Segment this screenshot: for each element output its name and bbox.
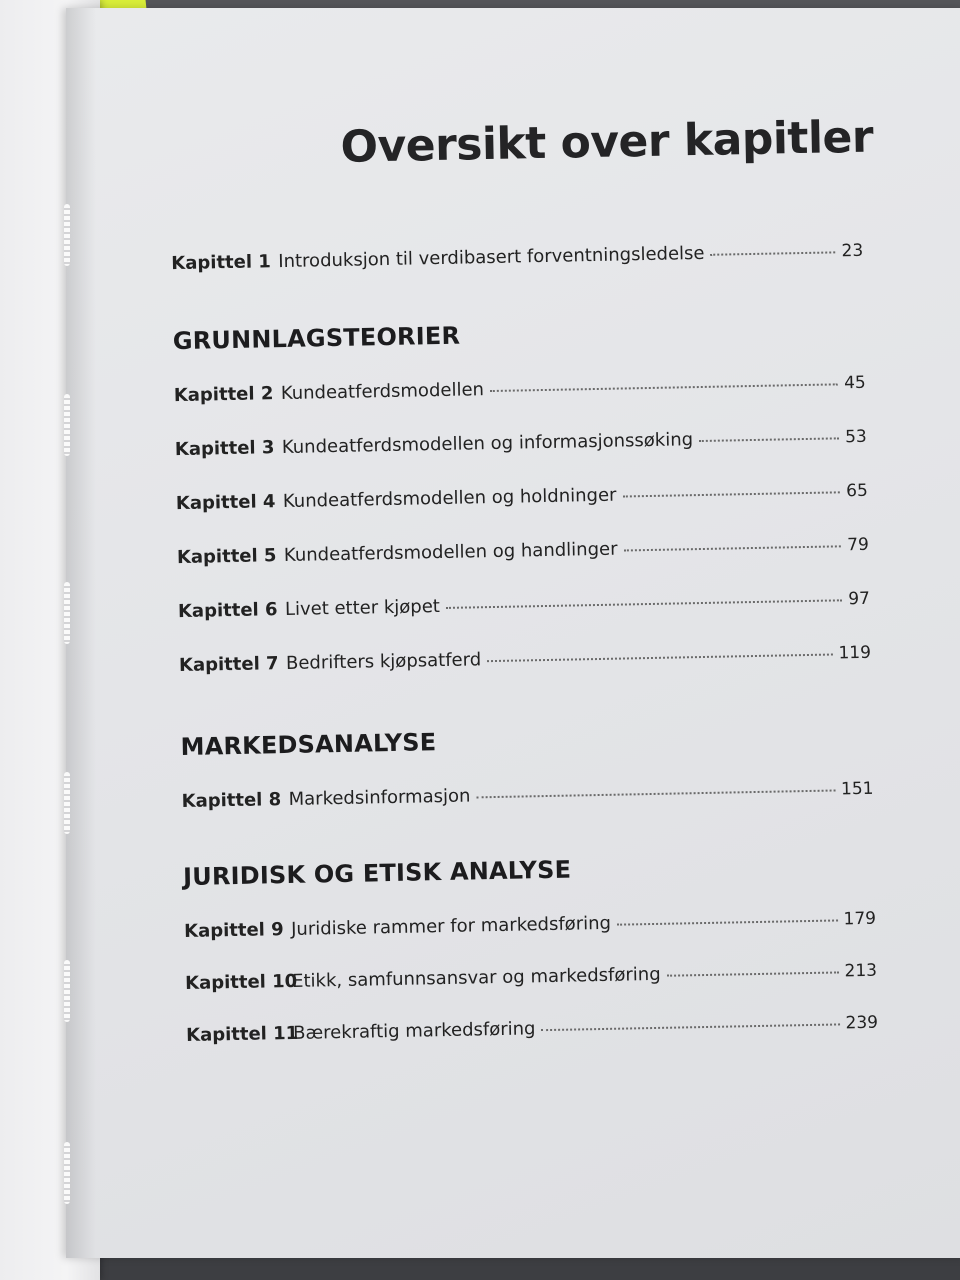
chapter-title: Bedrifters kjøpsatferd bbox=[285, 649, 482, 674]
binding-stitch bbox=[64, 1142, 70, 1204]
chapter-number: Kapittel 3 bbox=[174, 437, 275, 461]
page-number: 239 bbox=[845, 1012, 879, 1034]
page-number: 79 bbox=[847, 534, 870, 556]
toc-content bbox=[55, 0, 960, 1267]
chapter-title: Kundeatferdsmodellen og informasjonssøking bbox=[281, 429, 694, 459]
chapter-title: Juridiske rammer for markedsføring bbox=[290, 912, 612, 940]
dot-leader bbox=[624, 545, 841, 551]
chapter-title: Etikk, samfunnsansvar og markedsføring bbox=[291, 963, 661, 992]
dot-leader bbox=[622, 491, 839, 497]
page-number: 53 bbox=[844, 426, 867, 448]
section-heading: MARKEDSANALYSE bbox=[180, 728, 437, 762]
dot-leader bbox=[541, 1023, 839, 1031]
toc-entry bbox=[171, 240, 863, 274]
toc-entry bbox=[181, 778, 873, 812]
dot-leader bbox=[446, 599, 842, 609]
chapter-number: Kapittel 6 bbox=[177, 599, 278, 623]
page-number: 151 bbox=[840, 778, 874, 800]
dot-leader bbox=[490, 383, 838, 392]
chapter-number: Kapittel 7 bbox=[178, 653, 279, 677]
chapter-title: Livet etter kjøpet bbox=[284, 596, 441, 621]
section-heading: JURIDISK OG ETISK ANALYSE bbox=[182, 855, 572, 892]
chapter-number: Kapittel 11 bbox=[185, 1022, 299, 1046]
chapter-number: Kapittel 5 bbox=[176, 545, 277, 569]
chapter-number: Kapittel 4 bbox=[175, 491, 276, 515]
chapter-number: Kapittel 8 bbox=[181, 789, 282, 813]
page-number: 23 bbox=[841, 240, 864, 262]
chapter-number: Kapittel 10 bbox=[184, 970, 298, 994]
chapter-title: Bærekraftig markedsføring bbox=[292, 1018, 536, 1044]
page-title: Oversikt over kapitler bbox=[340, 111, 874, 173]
toc-entry bbox=[174, 372, 866, 406]
chapter-number: Kapittel 9 bbox=[183, 919, 284, 943]
page-number: 97 bbox=[848, 588, 871, 610]
page-number: 213 bbox=[844, 960, 878, 982]
chapter-title: Introduksjon til verdibasert forventningsledelse bbox=[278, 242, 705, 273]
binding-stitch bbox=[64, 960, 70, 1022]
page-number: 65 bbox=[845, 480, 869, 502]
page-number: 45 bbox=[843, 372, 866, 394]
page-number: 119 bbox=[838, 642, 872, 664]
chapter-number: Kapittel 2 bbox=[173, 383, 274, 407]
dot-leader bbox=[711, 251, 836, 255]
dot-leader bbox=[699, 437, 839, 442]
toc-entry bbox=[186, 1012, 878, 1046]
toc-entry bbox=[177, 534, 869, 568]
chapter-title: Kundeatferdsmodellen og handlinger bbox=[283, 538, 618, 567]
dot-leader bbox=[487, 654, 832, 663]
dot-leader bbox=[617, 919, 838, 925]
section-heading: GRUNNLAGSTEORIER bbox=[172, 321, 461, 356]
page-number: 179 bbox=[843, 908, 877, 930]
toc-entry bbox=[179, 642, 871, 676]
toc-entry bbox=[185, 960, 877, 994]
chapter-title: Kundeatferdsmodellen og holdninger bbox=[282, 484, 617, 513]
chapter-title: Kundeatferdsmodellen bbox=[280, 379, 485, 405]
toc-entry bbox=[175, 426, 867, 460]
toc-entry bbox=[184, 908, 876, 942]
toc-entry bbox=[176, 480, 868, 514]
dot-leader bbox=[476, 789, 835, 798]
chapter-number: Kapittel 1 bbox=[171, 251, 272, 275]
toc-entry bbox=[178, 588, 870, 622]
chapter-title: Markedsinformasjon bbox=[288, 785, 471, 810]
dot-leader bbox=[667, 971, 839, 976]
book-page bbox=[66, 8, 960, 1258]
